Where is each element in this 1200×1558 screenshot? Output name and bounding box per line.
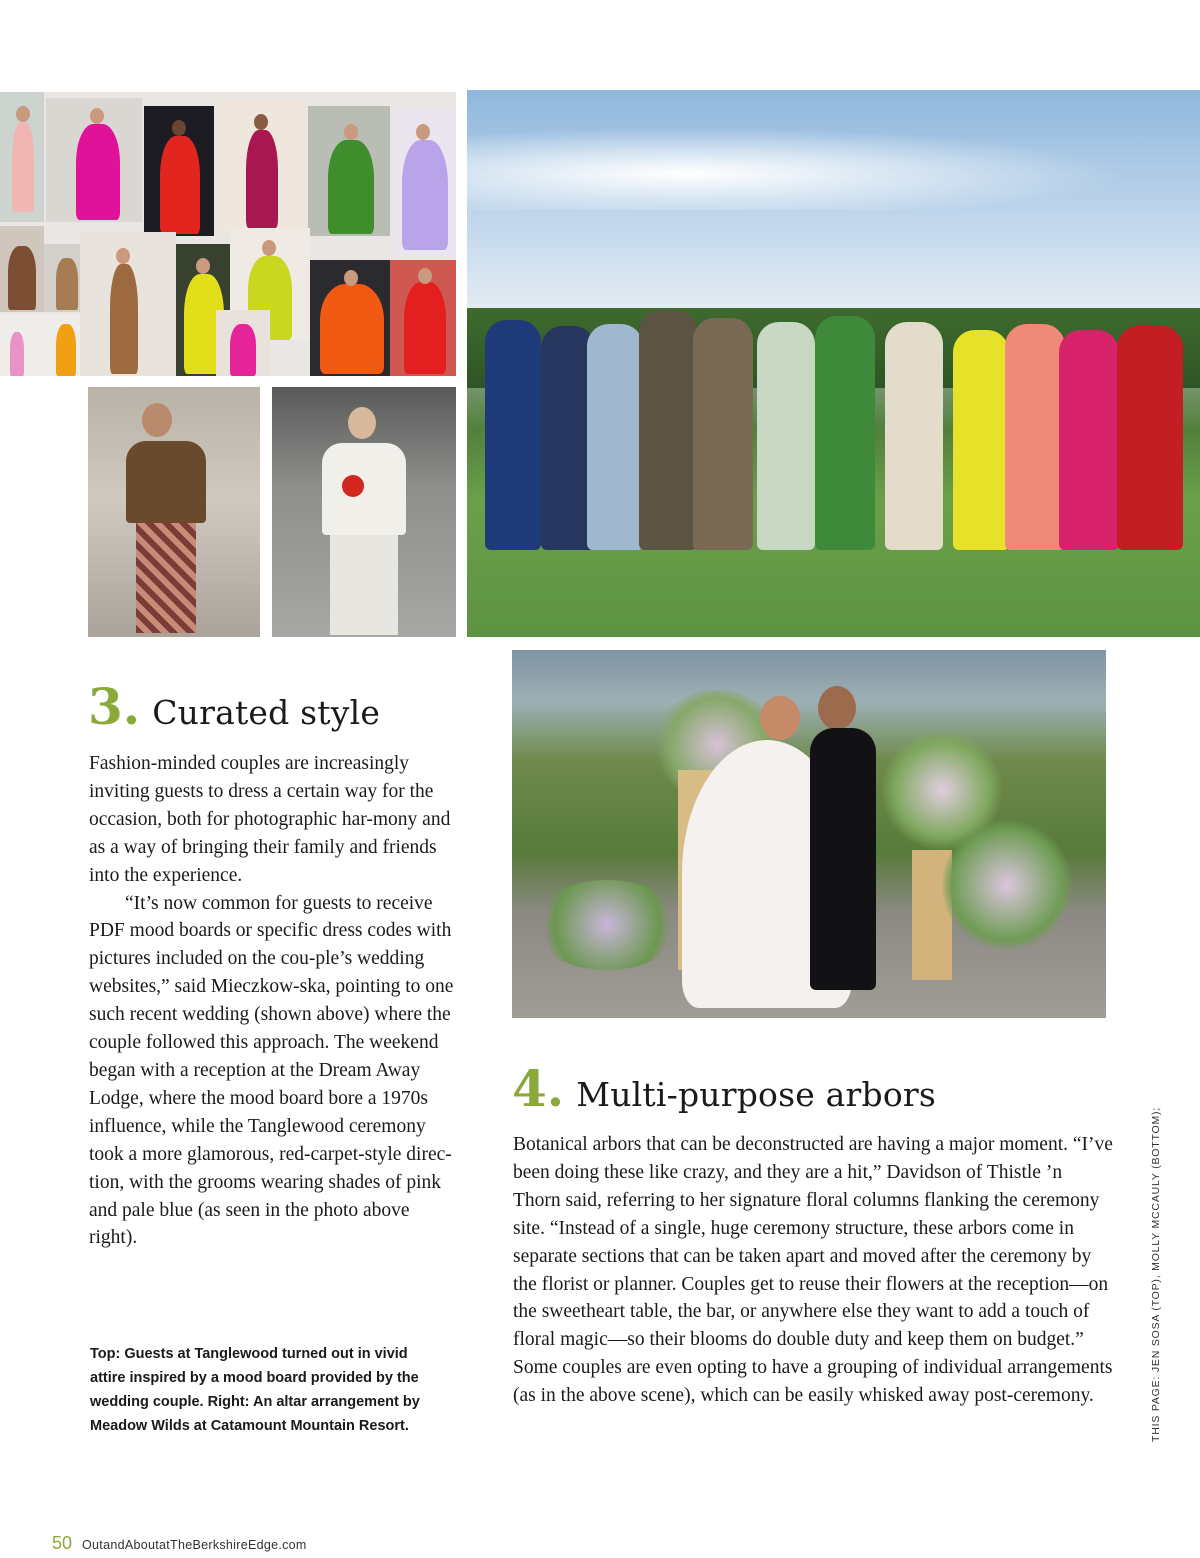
runway-model-photo-left — [88, 387, 260, 637]
photo-caption: Top: Guests at Tanglewood turned out in vivid attire inspired by a mood board provided by the wedding couple. Right: An altar arrangement by Meadow Wilds at Catamount Mountain Resort. — [90, 1346, 420, 1434]
article-column-right — [513, 1131, 1113, 1410]
paragraph: “It’s now common for guests to receive PDF mood boards or specific dress codes with pictures included on the cou-ple’s wedding websites,” said Mieczkow-ska, pointing to one such recent wedding (shown above) where the couple followed this approach. The weekend began with a reception at the Dream Away Lodge, where the mood board bore a 1970s influence, while the Tanglewood ceremony took a more glamorous, red-carpet-style direc-tion, with the grooms wearing shades of pink and pale blue (as seen in the photo above right). — [89, 892, 454, 1249]
section-title: Curated style — [152, 693, 381, 732]
mood-board-collage-image — [0, 92, 456, 376]
section-3-heading — [88, 677, 381, 736]
site-url: OutandAboutatTheBerkshireEdge.com — [82, 1538, 307, 1552]
article-column-left — [89, 750, 461, 1252]
photo-credit: THIS PAGE: JEN SOSA (TOP), MOLLY MCCAULY (BOTTOM); — [1150, 1106, 1162, 1442]
wedding-arbor-ceremony-photo — [512, 650, 1106, 1018]
wedding-guests-group-photo — [467, 90, 1200, 637]
section-title: Multi-purpose arbors — [576, 1075, 937, 1114]
section-number: 4. — [512, 1059, 565, 1118]
paragraph: Fashion-minded couples are increasingly inviting guests to dress a certain way for the occasion, both for photographic har-mony and as a way of bringing their family and friends into the experience. — [89, 753, 451, 886]
page-footer — [52, 1533, 307, 1554]
section-number: 3. — [88, 677, 141, 736]
runway-model-photo-right — [272, 387, 456, 637]
section-4-heading — [512, 1059, 937, 1118]
paragraph: Botanical arbors that can be deconstructed are having a major moment. “I’ve been doing these like crazy, and they are a hit,” Davidson of Thistle ’n Thorn said, referring to her signature floral columns flanking the ceremony site. “Instead of a single, huge ceremony structure, these arbors come in separate sections that can be taken apart and moved after the ceremony by the florist or planner. Couples get to reuse their flowers at the reception—on the sweetheart table, the bar, or anywhere else they want to add a touch of floral magic—so their blooms do double duty and keep them on budget.” Some couples are even opting to have a grouping of individual arrangements (as in the above scene), which can be easily whisked away post-ceremony. — [513, 1134, 1113, 1407]
page-number: 50 — [52, 1533, 73, 1553]
